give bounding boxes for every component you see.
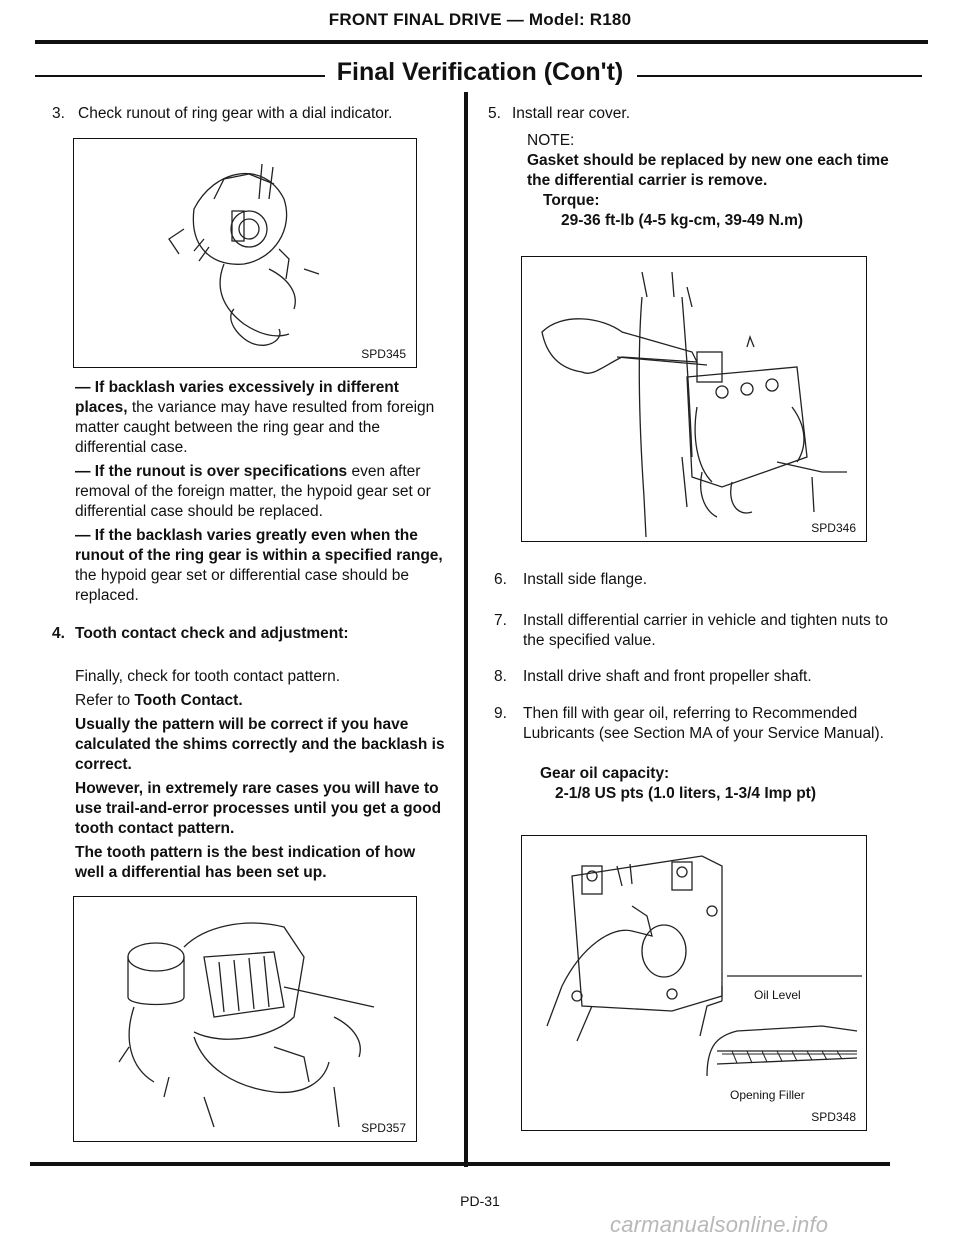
rear-cover-install-illustration xyxy=(522,257,866,541)
figure-label-spd346: SPD346 xyxy=(811,521,856,535)
step-4-p2-text: Refer to xyxy=(75,692,135,709)
note-runout-over-spec xyxy=(75,462,447,522)
tooth-contact-reference: Tooth Contact. xyxy=(134,692,243,709)
dial-indicator-illustration xyxy=(74,139,416,367)
note-lead: — If backlash varies excessively in different places, xyxy=(75,379,399,416)
step-number: 9. xyxy=(494,705,507,722)
note-backlash-varies xyxy=(75,378,447,458)
step-4-title: Tooth contact check and adjustment: xyxy=(75,625,349,642)
gear-oil-capacity-label: Gear oil capacity: xyxy=(540,765,670,782)
step-8-text: Install drive shaft and front propeller shaft. xyxy=(523,668,812,685)
step-4-p5: The tooth pattern is the best indication of how well a differential has been set up. xyxy=(75,844,416,881)
step-6-text: Install side flange. xyxy=(523,571,648,588)
step-4-p1: Finally, check for tooth contact pattern. xyxy=(75,668,341,685)
figure-label-spd357: SPD357 xyxy=(361,1121,406,1135)
step-5-text: Install rear cover. xyxy=(512,105,631,122)
figure-spd357 xyxy=(73,896,417,1142)
footer-rule xyxy=(30,1162,890,1166)
gear-oil-capacity-value: 2-1/8 US pts (1.0 liters, 1-3/4 Imp pt) xyxy=(555,785,816,802)
opening-filler-label: Opening Filler xyxy=(730,1088,805,1102)
note-lead: — If the runout is over specifications xyxy=(75,463,348,480)
figure-label-spd348: SPD348 xyxy=(811,1110,856,1124)
note-backlash-greatly xyxy=(75,526,447,606)
note-body: the hypoid gear set or differential case should be replaced. xyxy=(75,567,410,604)
step-number: 3. xyxy=(52,105,65,122)
step-9-text: Then fill with gear oil, referring to Recommended Lubricants (see Section MA of your Service Manual). xyxy=(523,705,884,742)
header-rule xyxy=(35,40,928,44)
step-number: 7. xyxy=(494,612,507,629)
column-divider xyxy=(464,92,468,1167)
page-number: PD-31 xyxy=(460,1193,500,1209)
step-7-text: Install differential carrier in vehicle and tighten nuts to the specified value. xyxy=(523,612,889,649)
step-4-p3: Usually the pattern will be correct if you have calculated the shims correctly and the backlash is correct. xyxy=(75,716,445,773)
figure-label-spd345: SPD345 xyxy=(361,347,406,361)
section-title: Final Verification (Con't) xyxy=(336,58,624,86)
tooth-contact-illustration xyxy=(74,897,416,1141)
figure-spd345 xyxy=(73,138,417,368)
step-number: 4. xyxy=(52,625,65,642)
oil-fill-illustration xyxy=(522,836,866,1130)
torque-value: 29-36 ft-lb (4-5 kg-cm, 39-49 N.m) xyxy=(561,212,804,229)
note-gasket: Gasket should be replaced by new one each time the differential carrier is remove. xyxy=(527,152,889,189)
note-body: the variance may have resulted from foreign matter caught between the ring gear and the differential case. xyxy=(75,399,435,456)
note-label: NOTE: xyxy=(527,132,575,149)
figure-spd346 xyxy=(521,256,867,542)
torque-label: Torque: xyxy=(543,192,600,209)
oil-level-label: Oil Level xyxy=(754,988,801,1002)
step-4-p4: However, in extremely rare cases you will have to use trail-and-error processes until you get a good tooth contact pattern. xyxy=(75,780,442,837)
watermark-text: carmanualsonline.info xyxy=(610,1212,829,1237)
note-lead: — If the backlash varies greatly even when the runout of the ring gear is within a specified range, xyxy=(75,527,443,564)
section-title-line-right xyxy=(637,75,922,77)
step-number: 8. xyxy=(494,668,507,685)
step-number: 5. xyxy=(488,105,501,122)
figure-spd348 xyxy=(521,835,867,1131)
page-header-title: FRONT FINAL DRIVE — Model: R180 xyxy=(328,10,632,29)
step-4-p2 xyxy=(75,691,447,711)
step-3-text: Check runout of ring gear with a dial indicator. xyxy=(78,105,393,122)
step-number: 6. xyxy=(494,571,507,588)
note-body: even after removal of the foreign matter, the hypoid gear set or differential case should be replaced. xyxy=(75,463,431,520)
